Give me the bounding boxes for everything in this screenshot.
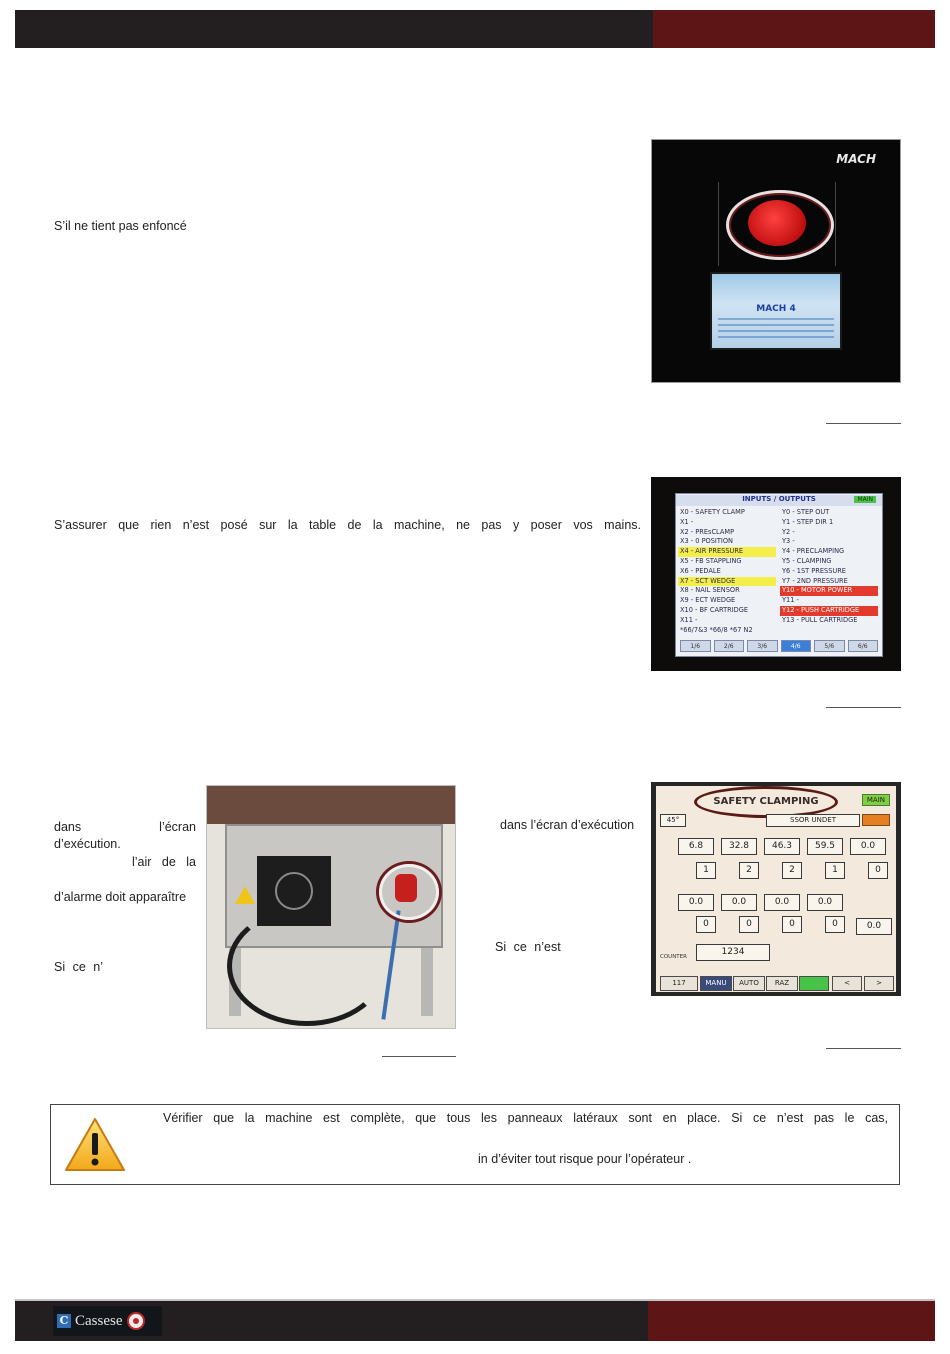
cassese-logo-text: Cassese	[75, 1312, 123, 1329]
clamp-length-value: 0.0	[721, 894, 757, 911]
io-output-row: Y1 - STEP DIR 1	[782, 517, 834, 526]
section3-left-line5: Si ce n’	[54, 960, 103, 974]
mach-screen	[710, 272, 842, 350]
header-band-accent	[653, 10, 935, 48]
clamp-qty-value: 0	[739, 916, 759, 933]
clamp-qty-value: 0	[696, 916, 716, 933]
io-input-row: X3 - 0 POSITION	[680, 537, 733, 546]
io-input-row: X7 - SCT WEDGE	[678, 577, 776, 587]
section2-text: S’assurer que rien n’est posé sur la table de la machine, ne pas y poser vos mains.	[54, 518, 641, 532]
clamp-length-value: 46.3	[764, 838, 800, 855]
clamp-qty-value: 1	[825, 862, 845, 879]
clamp-btn-prev: <	[832, 976, 862, 991]
clamp-btn-next: >	[864, 976, 894, 991]
header-band-dark	[15, 10, 653, 48]
caption-rule-4	[826, 1048, 901, 1049]
mach-screen-title: MACH 4	[756, 304, 796, 314]
clamp-orange-indicator	[862, 814, 890, 826]
clamp-length-value: 6.8	[678, 838, 714, 855]
clamp-length-value: 59.5	[807, 838, 843, 855]
io-output-row: Y11 -	[782, 596, 799, 605]
fan-icon	[275, 872, 313, 910]
black-cable	[227, 906, 387, 1026]
io-inputs-list	[678, 508, 776, 635]
io-input-row: X2 - PREsCLAMP	[680, 527, 735, 536]
photo-mach-panel	[651, 139, 901, 383]
io-tab: 2/6	[714, 640, 745, 652]
io-tab: 3/6	[747, 640, 778, 652]
clamp-length-value: 32.8	[721, 838, 757, 855]
caption-rule-1	[826, 423, 901, 424]
clamp-qty-value: 0	[868, 862, 888, 879]
warning-box	[50, 1104, 900, 1185]
photo-io-screen	[651, 477, 901, 671]
io-output-row: Y12 - PUSH CARTRIDGE	[780, 606, 878, 616]
clamp-btn-raz: RAZ	[766, 976, 798, 991]
section1-text: S’il ne tient pas enfoncé	[54, 219, 187, 233]
emergency-stop-button	[748, 200, 806, 246]
cabinet-leg-right	[421, 936, 433, 1016]
air-regulator	[395, 874, 417, 902]
io-input-row: X10 - BF CARTRIDGE	[680, 605, 749, 614]
clamp-angle: 45°	[660, 814, 686, 827]
clamp-counter-label: COUNTER	[660, 954, 687, 960]
io-input-row: X8 - NAIL SENSOR	[680, 586, 740, 595]
io-input-row: X11 -	[680, 615, 698, 624]
photo-safety-clamping-screen	[651, 782, 901, 996]
io-output-row: Y0 - STEP OUT	[782, 508, 830, 516]
io-screen	[675, 493, 883, 657]
io-output-row: Y3 -	[782, 537, 795, 546]
clamp-qty-value: 0	[825, 916, 845, 933]
cassese-seal-icon	[127, 1312, 145, 1330]
caption-rule-3	[382, 1056, 456, 1057]
io-main-button: MAIN	[854, 496, 876, 503]
io-tab: 1/6	[680, 640, 711, 652]
io-input-row: X4 - AIR PRESSURE	[678, 547, 776, 557]
clamp-ref: 1234	[696, 944, 770, 961]
io-output-row: Y7 - 2ND PRESSURE	[782, 576, 848, 585]
io-input-row: X5 - FB STAPPLING	[680, 556, 742, 565]
io-input-row: X0 - SAFETY CLAMP	[680, 508, 745, 516]
io-tab: 4/6	[781, 640, 812, 652]
electrical-warning-icon	[235, 886, 255, 904]
footer-band-accent	[648, 1301, 935, 1341]
clamp-length-value: 0.0	[807, 894, 843, 911]
section3-left-line2: d’exécution.	[54, 837, 121, 851]
io-tabs	[680, 640, 878, 652]
cabinet-top	[207, 786, 455, 824]
warning-line2: in d’éviter tout risque pour l’opérateur .	[478, 1152, 692, 1166]
clamp-title: SAFETY CLAMPING	[694, 786, 838, 818]
section3-left-line1-right: l’écran	[159, 820, 196, 834]
caption-rule-2	[826, 707, 901, 708]
clamp-qty-value: 2	[739, 862, 759, 879]
clamp-counter: 117	[660, 976, 698, 991]
cassese-logo	[53, 1306, 162, 1336]
clamp-sensor: SSOR UNDET	[766, 814, 860, 827]
io-output-row: Y13 - PULL CARTRIDGE	[782, 615, 858, 624]
warning-icon	[63, 1116, 127, 1174]
clamp-btn-green	[799, 976, 829, 991]
clamp-qty-value: 2	[782, 862, 802, 879]
io-output-row: Y4 - PRECLAMPING	[782, 547, 845, 556]
section3-left-line4: d’alarme doit apparaître	[54, 890, 187, 904]
clamp-main-button: MAIN	[862, 794, 890, 806]
clamp-length-value: 0.0	[764, 894, 800, 911]
clamp-btn-manu: MANU	[700, 976, 732, 991]
clamp-length-value: 0.0	[850, 838, 886, 855]
io-title: INPUTS / OUTPUTS	[676, 495, 882, 506]
io-input-row: *66/7&3 *66/8 *67 N2	[680, 625, 753, 634]
section3-right-line1: dans l’écran d’exécution	[500, 818, 635, 832]
cassese-logo-mark-icon: C	[57, 1314, 71, 1328]
io-tab: 6/6	[848, 640, 879, 652]
clamp-screen	[656, 786, 896, 992]
io-input-row: X6 - PEDALE	[680, 566, 721, 575]
io-outputs-list	[780, 508, 878, 626]
header-band	[15, 10, 935, 48]
clamp-qty-value: 1	[696, 862, 716, 879]
clamp-extra-value: 0.0	[856, 918, 892, 935]
io-output-row: Y2 -	[782, 527, 795, 536]
io-input-row: X1 -	[680, 517, 694, 526]
photo-machine-cabinet	[206, 785, 456, 1029]
io-output-row: Y10 - MOTOR POWER	[780, 586, 878, 596]
io-output-row: Y6 - 1ST PRESSURE	[782, 566, 846, 575]
io-tab: 5/6	[814, 640, 845, 652]
warning-line1: Vérifier que la machine est complète, que tous les panneaux latéraux sont en place. Si ce n’est pas le cas,	[163, 1111, 888, 1125]
mach-logo: MACH	[836, 152, 876, 166]
clamp-btn-auto: AUTO	[733, 976, 765, 991]
clamp-length-value: 0.0	[678, 894, 714, 911]
clamp-qty-value: 0	[782, 916, 802, 933]
section3-left-line1-left: dans	[54, 820, 82, 834]
io-input-row: X9 - ECT WEDGE	[680, 596, 736, 605]
io-output-row: Y5 - CLAMPING	[782, 556, 832, 565]
section3-left-line3: l’air de la	[132, 855, 196, 869]
mach-screen-bars	[718, 318, 834, 340]
section3-right-line2: Si ce n’est	[495, 940, 561, 954]
